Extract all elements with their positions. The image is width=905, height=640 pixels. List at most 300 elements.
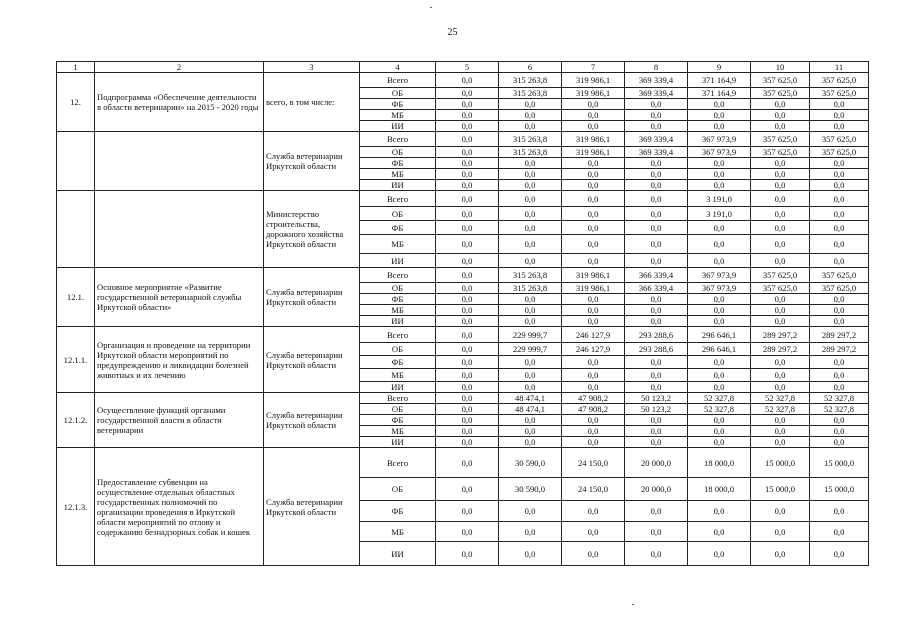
value-cell: 0,0: [625, 415, 688, 426]
value-cell: 0,0: [751, 522, 810, 542]
value-cell: 357 625,0: [810, 73, 869, 88]
value-cell: 0,0: [499, 316, 562, 327]
value-cell: 0,0: [810, 305, 869, 316]
scan-speck: [430, 7, 432, 8]
value-cell: 0,0: [499, 522, 562, 542]
value-cell: 0,0: [810, 180, 869, 191]
value-cell: 0,0: [751, 542, 810, 566]
funding-source: ФБ: [360, 158, 436, 169]
value-cell: 0,0: [688, 382, 751, 393]
value-cell: 289 297,2: [751, 327, 810, 343]
value-cell: 357 625,0: [810, 283, 869, 294]
value-cell: 0,0: [499, 369, 562, 382]
value-cell: 0,0: [562, 382, 625, 393]
funding-source: Всего: [360, 73, 436, 88]
value-cell: 20 000,0: [625, 448, 688, 478]
row-index: 12.1.: [57, 268, 95, 327]
value-cell: 52 327,8: [751, 393, 810, 404]
value-cell: 0,0: [688, 121, 751, 132]
executor: Служба ветеринарии Иркутской области: [264, 393, 360, 448]
executor: Служба ветеринарии Иркутской области: [264, 327, 360, 393]
program-name: Осуществление функций органами государственной власти в области ветеринарии: [95, 393, 264, 448]
value-cell: 0,0: [436, 369, 499, 382]
value-cell: 0,0: [562, 316, 625, 327]
value-cell: 0,0: [625, 501, 688, 522]
value-cell: 0,0: [499, 110, 562, 121]
value-cell: 0,0: [688, 169, 751, 180]
value-cell: 0,0: [436, 283, 499, 294]
value-cell: 0,0: [436, 426, 499, 437]
value-cell: 0,0: [751, 254, 810, 268]
value-cell: 0,0: [751, 356, 810, 369]
value-cell: 367 973,9: [688, 147, 751, 158]
value-cell: 0,0: [436, 522, 499, 542]
value-cell: 0,0: [436, 158, 499, 169]
header-cell: 10: [751, 62, 810, 73]
value-cell: 0,0: [688, 99, 751, 110]
funding-source: ФБ: [360, 221, 436, 235]
program-name: Основное мероприятие «Развитие государственной ветеринарной службы Иркутской области»: [95, 268, 264, 327]
value-cell: 15 000,0: [810, 478, 869, 501]
value-cell: 48 474,1: [499, 404, 562, 415]
value-cell: 0,0: [810, 158, 869, 169]
row-index: 12.: [57, 73, 95, 132]
row-index: 12.1.1.: [57, 327, 95, 393]
value-cell: 0,0: [810, 221, 869, 235]
header-cell: 2: [95, 62, 264, 73]
value-cell: 0,0: [436, 121, 499, 132]
value-cell: 0,0: [751, 316, 810, 327]
value-cell: 289 297,2: [810, 343, 869, 356]
funding-source: ИИ: [360, 121, 436, 132]
value-cell: 0,0: [436, 343, 499, 356]
value-cell: 0,0: [499, 542, 562, 566]
value-cell: 0,0: [499, 437, 562, 448]
program-name: Подпрограмма «Обеспечение деятельности в области ветеринарии» на 2015 - 2020 годы: [95, 73, 264, 132]
value-cell: 0,0: [625, 180, 688, 191]
header-cell: 9: [688, 62, 751, 73]
value-cell: 0,0: [625, 254, 688, 268]
funding-source: ИИ: [360, 254, 436, 268]
value-cell: 0,0: [810, 369, 869, 382]
value-cell: 0,0: [436, 88, 499, 99]
value-cell: 0,0: [688, 501, 751, 522]
value-cell: 30 590,0: [499, 478, 562, 501]
value-cell: 0,0: [436, 73, 499, 88]
value-cell: 357 625,0: [751, 73, 810, 88]
funding-source: ФБ: [360, 356, 436, 369]
funding-source: ОБ: [360, 404, 436, 415]
executor: Служба ветеринарии Иркутской области: [264, 132, 360, 191]
table-row: [57, 132, 869, 147]
value-cell: 369 339,4: [625, 132, 688, 147]
value-cell: 0,0: [751, 191, 810, 207]
value-cell: 0,0: [562, 356, 625, 369]
value-cell: 0,0: [810, 501, 869, 522]
value-cell: 50 123,2: [625, 393, 688, 404]
value-cell: 315 263,8: [499, 132, 562, 147]
value-cell: 0,0: [751, 382, 810, 393]
value-cell: 0,0: [688, 180, 751, 191]
value-cell: 0,0: [499, 382, 562, 393]
value-cell: 0,0: [499, 169, 562, 180]
value-cell: 0,0: [810, 316, 869, 327]
funding-source: ФБ: [360, 99, 436, 110]
value-cell: 0,0: [436, 316, 499, 327]
funding-source: ИИ: [360, 382, 436, 393]
funding-source: МБ: [360, 110, 436, 121]
value-cell: 0,0: [751, 369, 810, 382]
funding-source: ОБ: [360, 147, 436, 158]
value-cell: 315 263,8: [499, 283, 562, 294]
value-cell: 0,0: [562, 99, 625, 110]
value-cell: 0,0: [688, 522, 751, 542]
funding-source: Всего: [360, 393, 436, 404]
value-cell: 0,0: [562, 121, 625, 132]
funding-source: Всего: [360, 132, 436, 147]
value-cell: 0,0: [688, 221, 751, 235]
value-cell: 20 000,0: [625, 478, 688, 501]
value-cell: 0,0: [625, 542, 688, 566]
value-cell: 0,0: [499, 207, 562, 221]
value-cell: 0,0: [751, 110, 810, 121]
value-cell: 52 327,8: [810, 393, 869, 404]
value-cell: 0,0: [688, 369, 751, 382]
value-cell: 0,0: [562, 254, 625, 268]
value-cell: 0,0: [688, 294, 751, 305]
funding-source: МБ: [360, 522, 436, 542]
funding-source: МБ: [360, 305, 436, 316]
value-cell: 293 288,6: [625, 327, 688, 343]
value-cell: 315 263,8: [499, 73, 562, 88]
value-cell: 0,0: [562, 369, 625, 382]
value-cell: 0,0: [751, 415, 810, 426]
value-cell: 0,0: [436, 180, 499, 191]
value-cell: 0,0: [688, 415, 751, 426]
executor: Служба ветеринарии Иркутской области: [264, 268, 360, 327]
value-cell: 0,0: [562, 542, 625, 566]
value-cell: 47 908,2: [562, 404, 625, 415]
value-cell: 319 986,1: [562, 73, 625, 88]
header-cell: 11: [810, 62, 869, 73]
funding-source: ОБ: [360, 478, 436, 501]
value-cell: 296 646,1: [688, 343, 751, 356]
value-cell: 0,0: [810, 415, 869, 426]
table-body: [57, 62, 869, 566]
value-cell: 0,0: [499, 294, 562, 305]
value-cell: 319 986,1: [562, 147, 625, 158]
value-cell: 15 000,0: [751, 448, 810, 478]
value-cell: 0,0: [562, 191, 625, 207]
value-cell: 289 297,2: [810, 327, 869, 343]
value-cell: 0,0: [562, 158, 625, 169]
value-cell: 369 339,4: [625, 147, 688, 158]
value-cell: 0,0: [810, 356, 869, 369]
funding-source: Всего: [360, 327, 436, 343]
value-cell: 229 999,7: [499, 327, 562, 343]
funding-source: Всего: [360, 191, 436, 207]
value-cell: 0,0: [810, 294, 869, 305]
table-row: [57, 268, 869, 283]
value-cell: 0,0: [810, 110, 869, 121]
funding-source: Всего: [360, 448, 436, 478]
header-cell: 7: [562, 62, 625, 73]
value-cell: 0,0: [562, 437, 625, 448]
row-index: [57, 191, 95, 268]
table-row: [57, 448, 869, 478]
table-row: [57, 73, 869, 88]
value-cell: 0,0: [499, 180, 562, 191]
value-cell: 0,0: [436, 147, 499, 158]
value-cell: 0,0: [436, 110, 499, 121]
value-cell: 0,0: [688, 305, 751, 316]
value-cell: 0,0: [810, 254, 869, 268]
value-cell: 0,0: [499, 305, 562, 316]
value-cell: 0,0: [436, 268, 499, 283]
value-cell: 0,0: [436, 132, 499, 147]
value-cell: 18 000,0: [688, 478, 751, 501]
value-cell: 289 297,2: [751, 343, 810, 356]
value-cell: 0,0: [499, 235, 562, 254]
value-cell: 357 625,0: [751, 283, 810, 294]
value-cell: 0,0: [562, 110, 625, 121]
value-cell: 0,0: [562, 221, 625, 235]
value-cell: 0,0: [688, 235, 751, 254]
value-cell: 18 000,0: [688, 448, 751, 478]
program-name: [95, 191, 264, 268]
value-cell: 0,0: [625, 369, 688, 382]
funding-source: ИИ: [360, 180, 436, 191]
value-cell: 0,0: [562, 305, 625, 316]
value-cell: 0,0: [751, 426, 810, 437]
value-cell: 315 263,8: [499, 88, 562, 99]
value-cell: 0,0: [436, 207, 499, 221]
value-cell: 0,0: [688, 158, 751, 169]
value-cell: 0,0: [436, 327, 499, 343]
value-cell: 0,0: [625, 305, 688, 316]
page-number: 25: [447, 27, 458, 38]
value-cell: 357 625,0: [810, 88, 869, 99]
value-cell: 0,0: [751, 158, 810, 169]
value-cell: 0,0: [436, 393, 499, 404]
row-index: 12.1.2.: [57, 393, 95, 448]
value-cell: 0,0: [625, 316, 688, 327]
value-cell: 0,0: [625, 437, 688, 448]
value-cell: 0,0: [688, 110, 751, 121]
value-cell: 0,0: [625, 294, 688, 305]
value-cell: 0,0: [751, 221, 810, 235]
value-cell: 0,0: [436, 382, 499, 393]
value-cell: 366 339,4: [625, 283, 688, 294]
value-cell: 319 986,1: [562, 88, 625, 99]
value-cell: 0,0: [751, 294, 810, 305]
header-cell: 5: [436, 62, 499, 73]
value-cell: 0,0: [810, 235, 869, 254]
value-cell: 0,0: [436, 305, 499, 316]
value-cell: 0,0: [436, 221, 499, 235]
value-cell: 296 646,1: [688, 327, 751, 343]
value-cell: 52 327,8: [810, 404, 869, 415]
value-cell: 0,0: [625, 191, 688, 207]
value-cell: 319 986,1: [562, 283, 625, 294]
value-cell: 0,0: [562, 235, 625, 254]
value-cell: 0,0: [688, 356, 751, 369]
funding-source: ОБ: [360, 88, 436, 99]
header-cell: 4: [360, 62, 436, 73]
value-cell: 0,0: [751, 235, 810, 254]
value-cell: 3 191,0: [688, 191, 751, 207]
value-cell: 367 973,9: [688, 283, 751, 294]
value-cell: 0,0: [562, 426, 625, 437]
funding-source: ОБ: [360, 343, 436, 356]
value-cell: 319 986,1: [562, 132, 625, 147]
value-cell: 24 150,0: [562, 478, 625, 501]
value-cell: 0,0: [562, 294, 625, 305]
value-cell: 0,0: [436, 191, 499, 207]
value-cell: 371 164,9: [688, 73, 751, 88]
value-cell: 30 590,0: [499, 448, 562, 478]
value-cell: 0,0: [436, 235, 499, 254]
value-cell: 357 625,0: [751, 268, 810, 283]
value-cell: 315 263,8: [499, 268, 562, 283]
value-cell: 0,0: [810, 542, 869, 566]
value-cell: 0,0: [688, 437, 751, 448]
value-cell: 0,0: [499, 356, 562, 369]
value-cell: 0,0: [810, 382, 869, 393]
value-cell: 0,0: [810, 522, 869, 542]
executor: Министерство строительства, дорожного хозяйства Иркутской области: [264, 191, 360, 268]
value-cell: 357 625,0: [810, 132, 869, 147]
value-cell: 0,0: [436, 294, 499, 305]
value-cell: 0,0: [436, 99, 499, 110]
value-cell: 0,0: [436, 169, 499, 180]
value-cell: 0,0: [751, 501, 810, 522]
program-name: [95, 132, 264, 191]
value-cell: 0,0: [688, 254, 751, 268]
header-cell: 3: [264, 62, 360, 73]
value-cell: 0,0: [751, 305, 810, 316]
value-cell: 369 339,4: [625, 88, 688, 99]
value-cell: 24 150,0: [562, 448, 625, 478]
value-cell: 0,0: [499, 191, 562, 207]
value-cell: 3 191,0: [688, 207, 751, 221]
value-cell: 246 127,9: [562, 327, 625, 343]
value-cell: 15 000,0: [751, 478, 810, 501]
funding-source: ИИ: [360, 437, 436, 448]
program-name: Организация и проведение на территории Иркутской области мероприятий по предупреждению и ликвидации болезней животных и их лечению: [95, 327, 264, 393]
value-cell: 0,0: [625, 221, 688, 235]
funding-source: ИИ: [360, 316, 436, 327]
value-cell: 0,0: [688, 542, 751, 566]
value-cell: 246 127,9: [562, 343, 625, 356]
value-cell: 357 625,0: [810, 147, 869, 158]
funding-source: ОБ: [360, 207, 436, 221]
value-cell: 0,0: [436, 478, 499, 501]
value-cell: 0,0: [625, 522, 688, 542]
value-cell: 0,0: [810, 191, 869, 207]
value-cell: 50 123,2: [625, 404, 688, 415]
funding-source: МБ: [360, 426, 436, 437]
value-cell: 366 339,4: [625, 268, 688, 283]
value-cell: 0,0: [562, 169, 625, 180]
table-row: [57, 327, 869, 343]
value-cell: 0,0: [499, 415, 562, 426]
value-cell: 0,0: [688, 426, 751, 437]
value-cell: 0,0: [625, 121, 688, 132]
value-cell: 0,0: [436, 254, 499, 268]
program-name: Предоставление субвенции на осуществление отдельных областных государственных полномочий по организации проведения в Иркутской области мероприятий по отлову и содержанию безнадзорных собак и кошек: [95, 448, 264, 566]
value-cell: 0,0: [499, 121, 562, 132]
value-cell: 0,0: [499, 501, 562, 522]
value-cell: 0,0: [499, 158, 562, 169]
value-cell: 0,0: [810, 207, 869, 221]
value-cell: 52 327,8: [688, 404, 751, 415]
executor: всего, в том числе:: [264, 73, 360, 132]
header-row: [57, 62, 869, 73]
value-cell: 0,0: [751, 437, 810, 448]
value-cell: 0,0: [625, 426, 688, 437]
table-row: [57, 191, 869, 207]
value-cell: 0,0: [562, 415, 625, 426]
value-cell: 357 625,0: [751, 132, 810, 147]
header-cell: 8: [625, 62, 688, 73]
value-cell: 293 288,6: [625, 343, 688, 356]
value-cell: 357 625,0: [751, 147, 810, 158]
value-cell: 0,0: [625, 235, 688, 254]
value-cell: 0,0: [625, 356, 688, 369]
funding-source: МБ: [360, 235, 436, 254]
value-cell: 0,0: [625, 110, 688, 121]
value-cell: 0,0: [751, 121, 810, 132]
value-cell: 48 474,1: [499, 393, 562, 404]
value-cell: 0,0: [625, 99, 688, 110]
value-cell: 0,0: [436, 356, 499, 369]
funding-source: Всего: [360, 268, 436, 283]
value-cell: 357 625,0: [810, 268, 869, 283]
value-cell: 367 973,9: [688, 268, 751, 283]
value-cell: 0,0: [810, 169, 869, 180]
row-index: 12.1.3.: [57, 448, 95, 566]
executor: Служба ветеринарии Иркутской области: [264, 448, 360, 566]
value-cell: 0,0: [751, 180, 810, 191]
value-cell: 0,0: [810, 99, 869, 110]
value-cell: 0,0: [751, 169, 810, 180]
value-cell: 357 625,0: [751, 88, 810, 99]
value-cell: 0,0: [436, 542, 499, 566]
value-cell: 52 327,8: [751, 404, 810, 415]
funding-source: ФБ: [360, 415, 436, 426]
value-cell: 0,0: [436, 415, 499, 426]
funding-table: [56, 61, 869, 566]
value-cell: 0,0: [810, 121, 869, 132]
value-cell: 0,0: [436, 437, 499, 448]
value-cell: 0,0: [625, 169, 688, 180]
value-cell: 0,0: [625, 382, 688, 393]
header-cell: 6: [499, 62, 562, 73]
value-cell: 0,0: [499, 221, 562, 235]
value-cell: 0,0: [562, 501, 625, 522]
value-cell: 367 973,9: [688, 132, 751, 147]
value-cell: 0,0: [625, 207, 688, 221]
value-cell: 369 339,4: [625, 73, 688, 88]
value-cell: 0,0: [499, 254, 562, 268]
value-cell: 0,0: [499, 99, 562, 110]
value-cell: 0,0: [562, 207, 625, 221]
scan-speck: [632, 604, 634, 605]
funding-source: ИИ: [360, 542, 436, 566]
value-cell: 315 263,8: [499, 147, 562, 158]
funding-source: ФБ: [360, 501, 436, 522]
